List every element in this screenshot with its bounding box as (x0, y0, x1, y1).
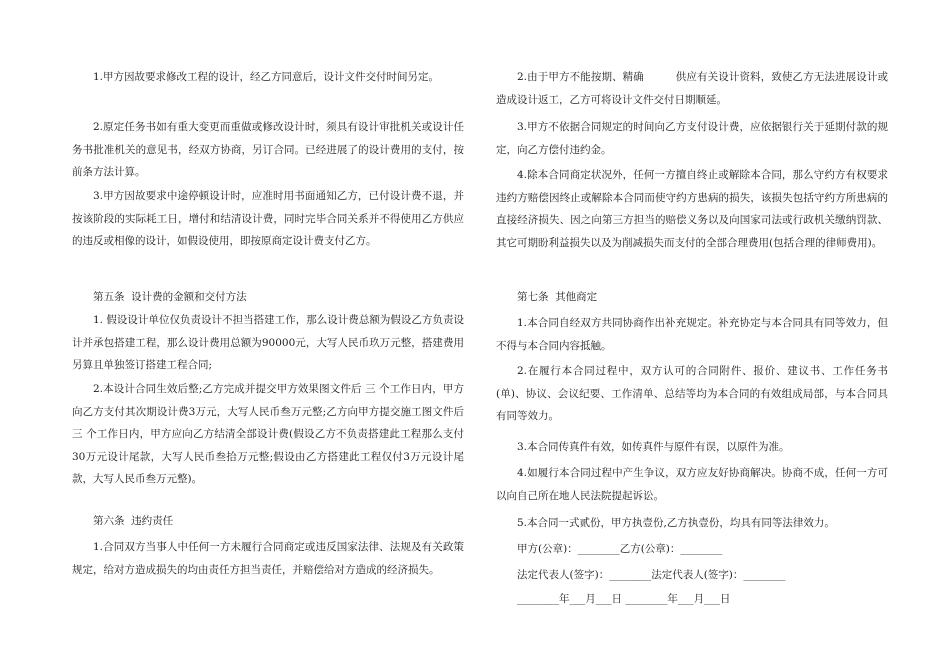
clause-4-item-3: 3.甲方因故要求中途停顿设计时，应准时用书面通知乙方，已付设计费不退，并按该阶段的实际耗工日，增付和结清设计费，同时完毕合同关系并不得使用乙方供应的违反或相像的设计，如假设使用，即按原商定设计费支付乙方。 (72, 190, 464, 247)
clause-7-item-4: 4.如履行本合同过程中产生争议，双方应友好协商解决。协商不成，任何一方可以向自己所在地人民法院提起诉讼。 (496, 467, 888, 502)
clause-6-item-2: 2.由于甲方不能按期、精确 供应有关设计资料，致使乙方无法进展设计或造成设计返工，乙方可将设计文件交付日期顺延。 (496, 71, 888, 106)
clause-7-item-2: 2.在履行本合同过程中，双方认可的合同附件、报价、建议书、工作任务书(单)、协议、会议纪要、工作清单、总结等均为本合同的有效组成局部，与本合同具有同等效力。 (496, 365, 888, 422)
clause-6-item-4: 4.除本合同商定状况外，任何一方擅自终止或解除本合同，那么守约方有权要求违约方赔偿因终止或解除本合同而使守约方患病的损失，该损失包括守约方所患病的直接经济损失、因之向第三方担当的赔偿义务以及向国家司法或行政机关缴纳罚款、其它可期盼利益损失以及为削减损失而支付的全部合理费用(包括合理的律师费用)。 (496, 169, 888, 249)
clause-5-item-1: 1. 假设设计单位仅负责设计不担当搭建工作，那么设计费总额为假设乙方负责设计并承包搭建工程，那么设计费用总额为90000元，大写人民币玖万元整，搭建费用另算且单独签订搭建工程合同; (72, 314, 464, 371)
clause-4-item-2: 2.原定任务书如有重大变更而重做或修改设计时，须具有设计审批机关或设计任务书批准机关的意见书，经双方协商，另订合同。已经进展了的设计费用的支付，按前条方法计算。 (72, 121, 464, 178)
clause-6-item-1: 1.合同双方当事人中任何一方未履行合同商定或违反国家法律、法规及有关政策规定，给对方造成损失的均由责任方担当责任，并赔偿给对方造成的经济损失。 (72, 541, 464, 576)
clause-7-item-5: 5.本合同一式贰份，甲方执壹份,乙方执壹份，均具有同等法律效力。 (517, 517, 835, 529)
clause-6-item-3: 3.甲方不依据合同规定的时间向乙方支付设计费，应依据银行关于延期付款的规定，向乙方偿付违约金。 (496, 121, 888, 156)
date-line: ________年___月___日 ________年___月___日 (517, 593, 731, 605)
clause-4-item-1: 1.甲方因故要求修改工程的设计，经乙方同意后，设计文件交付时间另定。 (93, 71, 440, 83)
clause-5-heading: 第五条 设计费的金额和交付方法 (93, 291, 247, 303)
clause-7-item-1: 1.本合同自经双方共同协商作出补充规定。补充协定与本合同具有同等效力，但不得与本合同内容抵触。 (496, 317, 888, 352)
clause-7-heading: 第七条 其他商定 (517, 291, 598, 303)
clause-5-item-2: 2.本设计合同生效后整;乙方完成并提交甲方效果图文件后 三 个工作日内，甲方向乙方支付其次期设计费3万元，大写人民币叁万元整;乙方向甲方提交施工图文件后 三 个工作日内，甲方应向乙方结清全部设计费(假设乙方不负责搭建此工程那么支付30万元设计尾款，大写人民币叁拾万元整;假设由乙方搭建此工程仅付3万元设计尾款，大写人民币叁万元整)。 (72, 383, 468, 485)
clause-7-item-3: 3.本合同传真件有效，如传真件与原件有误，以原件为准。 (517, 441, 790, 453)
representative-signature-line: 法定代表人(签字)：________法定代表人(签字)：________ (517, 569, 786, 581)
clause-6-heading: 第六条 违约责任 (93, 515, 174, 527)
party-seal-line: 甲方(公章)：________乙方(公章)：________ (517, 543, 723, 555)
